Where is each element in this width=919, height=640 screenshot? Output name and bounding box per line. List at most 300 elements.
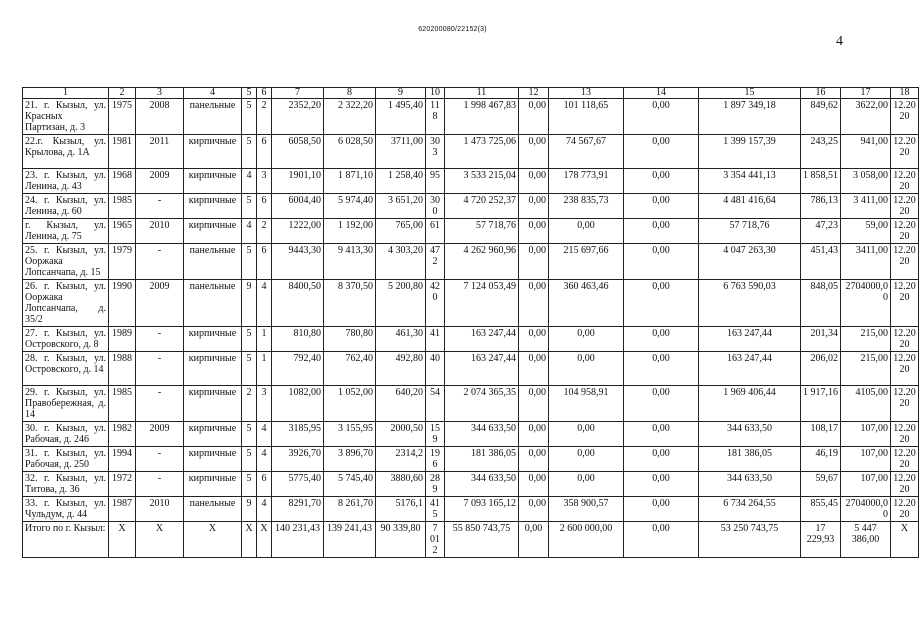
table-cell: 0,00 bbox=[624, 280, 699, 327]
table-cell: 12.2020 bbox=[891, 194, 919, 219]
table-cell: 1985 bbox=[109, 386, 136, 422]
table-cell: 4 bbox=[242, 169, 257, 194]
table-cell: 2000,50 bbox=[376, 422, 426, 447]
table-cell: 1965 bbox=[109, 219, 136, 244]
table-cell: 5 200,80 bbox=[376, 280, 426, 327]
table-cell: 848,05 bbox=[801, 280, 841, 327]
table-cell: 1901,10 bbox=[272, 169, 324, 194]
table-cell: 792,40 bbox=[272, 352, 324, 386]
table-cell: 6 028,50 bbox=[324, 135, 376, 169]
table-cell: 2704000,00 bbox=[841, 497, 891, 522]
table-cell: 163 247,44 bbox=[699, 327, 801, 352]
table-cell: 4 262 960,96 bbox=[445, 244, 519, 280]
table-cell: - bbox=[136, 352, 184, 386]
table-cell: 21. г. Кызыл, ул. Красных Партизан, д. 3 bbox=[23, 99, 109, 135]
table-cell: 780,80 bbox=[324, 327, 376, 352]
table-cell: 41 bbox=[426, 327, 445, 352]
table-row bbox=[23, 327, 919, 352]
table-cell: 1989 bbox=[109, 327, 136, 352]
table-cell: 12.2020 bbox=[891, 219, 919, 244]
table-cell: 47,23 bbox=[801, 219, 841, 244]
table-cell: 0,00 bbox=[519, 386, 549, 422]
table-cell: 163 247,44 bbox=[445, 327, 519, 352]
table-cell: панельные bbox=[184, 99, 242, 135]
table-cell: 5 bbox=[242, 447, 257, 472]
table-cell: 1987 bbox=[109, 497, 136, 522]
table-cell: 0,00 bbox=[624, 244, 699, 280]
table-cell: 0,00 bbox=[519, 422, 549, 447]
table-cell: 472 bbox=[426, 244, 445, 280]
table-cell: 6058,50 bbox=[272, 135, 324, 169]
table-cell: 3 533 215,04 bbox=[445, 169, 519, 194]
table-cell: 6 734 264,55 bbox=[699, 497, 801, 522]
table-cell: 7 093 165,12 bbox=[445, 497, 519, 522]
table-cell: 178 773,91 bbox=[549, 169, 624, 194]
table-cell: 5 bbox=[242, 472, 257, 497]
table-cell: 0,00 bbox=[549, 472, 624, 497]
table-cell: 140 231,43 bbox=[272, 522, 324, 558]
table-cell: 101 118,65 bbox=[549, 99, 624, 135]
table-cell: 3411,00 bbox=[841, 244, 891, 280]
table-cell: 24. г. Кызыл, ул. Ленина, д. 60 bbox=[23, 194, 109, 219]
table-cell: панельные bbox=[184, 280, 242, 327]
table-cell: 12.2020 bbox=[891, 422, 919, 447]
table-row bbox=[23, 99, 919, 135]
table-row bbox=[23, 194, 919, 219]
table-cell: кирпичные bbox=[184, 352, 242, 386]
table-cell: 95 bbox=[426, 169, 445, 194]
table-cell: 108,17 bbox=[801, 422, 841, 447]
table-cell: 303 bbox=[426, 135, 445, 169]
table-cell: 1 258,40 bbox=[376, 169, 426, 194]
column-number-16: 16 bbox=[801, 88, 841, 99]
table-cell: 2 bbox=[242, 386, 257, 422]
table-cell: 0,00 bbox=[624, 327, 699, 352]
table-cell: 420 bbox=[426, 280, 445, 327]
table-cell: 3 058,00 bbox=[841, 169, 891, 194]
table-cell: кирпичные bbox=[184, 327, 242, 352]
table-cell: 22.г. Кызыл, ул. Крылова, д. 1А bbox=[23, 135, 109, 169]
table-cell: 0,00 bbox=[519, 194, 549, 219]
document-id: 620200080/22152(3) bbox=[418, 26, 487, 33]
table-cell: 1 399 157,39 bbox=[699, 135, 801, 169]
table-cell: 3 155,95 bbox=[324, 422, 376, 447]
table-cell: 181 386,05 bbox=[445, 447, 519, 472]
table-cell: 9 bbox=[242, 280, 257, 327]
table-cell: 1 bbox=[257, 352, 272, 386]
table-cell: 7 124 053,49 bbox=[445, 280, 519, 327]
table-cell: 0,00 bbox=[519, 472, 549, 497]
table-cell: 344 633,50 bbox=[445, 422, 519, 447]
table-cell: Итого по г. Кызыл: bbox=[23, 522, 109, 558]
table-cell: 0,00 bbox=[519, 99, 549, 135]
table-cell: кирпичные bbox=[184, 447, 242, 472]
table-cell: 1 897 349,18 bbox=[699, 99, 801, 135]
table-cell: 12.2020 bbox=[891, 135, 919, 169]
table-cell: X bbox=[257, 522, 272, 558]
table-cell: 12.2020 bbox=[891, 386, 919, 422]
table-cell: 1 858,51 bbox=[801, 169, 841, 194]
table-cell: 26. г. Кызыл, ул. Ооржака Лопсанчапа, д. 35/2 bbox=[23, 280, 109, 327]
table-cell: 59,00 bbox=[841, 219, 891, 244]
table-cell: 4 481 416,64 bbox=[699, 194, 801, 219]
table-cell: 5176,1 bbox=[376, 497, 426, 522]
table-cell: 4 bbox=[257, 497, 272, 522]
table-cell: 8400,50 bbox=[272, 280, 324, 327]
table-row bbox=[23, 135, 919, 169]
column-number-1: 1 bbox=[23, 88, 109, 99]
table-cell: 5 bbox=[242, 422, 257, 447]
table-cell: 5 447 386,00 bbox=[841, 522, 891, 558]
table-cell: 0,00 bbox=[624, 219, 699, 244]
column-number-17: 17 bbox=[841, 88, 891, 99]
table-cell: 6 bbox=[257, 472, 272, 497]
table-cell: 8 370,50 bbox=[324, 280, 376, 327]
table-cell: 1990 bbox=[109, 280, 136, 327]
table-cell: 5 bbox=[242, 194, 257, 219]
table-cell: 0,00 bbox=[624, 99, 699, 135]
table-cell: 5 bbox=[242, 327, 257, 352]
table-cell: 118 bbox=[426, 99, 445, 135]
column-number-2: 2 bbox=[109, 88, 136, 99]
table-cell: 2009 bbox=[136, 422, 184, 447]
table-cell: 4 047 263,30 bbox=[699, 244, 801, 280]
table-cell: 0,00 bbox=[519, 352, 549, 386]
table-cell: 3880,60 bbox=[376, 472, 426, 497]
table-cell: 25. г. Кызыл, ул. Ооржака Лопсанчапа, д. 15 bbox=[23, 244, 109, 280]
table-cell: 2008 bbox=[136, 99, 184, 135]
table-cell: 33. г. Кызыл, ул. Чульдум, д. 44 bbox=[23, 497, 109, 522]
housing-register-table bbox=[22, 87, 919, 558]
table-cell: 23. г. Кызыл, ул. Ленина, д. 43 bbox=[23, 169, 109, 194]
table-row bbox=[23, 219, 919, 244]
column-number-15: 15 bbox=[699, 88, 801, 99]
table-cell: 12.2020 bbox=[891, 472, 919, 497]
table-cell: 0,00 bbox=[624, 386, 699, 422]
table-cell: 17 229,93 bbox=[801, 522, 841, 558]
table-cell: 0,00 bbox=[519, 219, 549, 244]
table-cell: 12.2020 bbox=[891, 327, 919, 352]
table-cell: 5 974,40 bbox=[324, 194, 376, 219]
table-cell: 2 074 365,35 bbox=[445, 386, 519, 422]
table-cell: 0,00 bbox=[549, 219, 624, 244]
table-cell: 855,45 bbox=[801, 497, 841, 522]
table-cell: 1981 bbox=[109, 135, 136, 169]
table-cell: 3 896,70 bbox=[324, 447, 376, 472]
table-cell: 215 697,66 bbox=[549, 244, 624, 280]
table-cell: 3 411,00 bbox=[841, 194, 891, 219]
table-cell: 238 835,73 bbox=[549, 194, 624, 219]
table-cell: 0,00 bbox=[519, 244, 549, 280]
table-cell: 30. г. Кызыл, ул. Рабочая, д. 246 bbox=[23, 422, 109, 447]
table-cell: 0,00 bbox=[519, 280, 549, 327]
table-cell: 1975 bbox=[109, 99, 136, 135]
table-cell: 40 bbox=[426, 352, 445, 386]
table-cell: 28. г. Кызыл, ул. Островского, д. 14 bbox=[23, 352, 109, 386]
table-cell: 0,00 bbox=[624, 472, 699, 497]
table-cell: 104 958,91 bbox=[549, 386, 624, 422]
table-cell: 27. г. Кызыл, ул. Островского, д. 8 bbox=[23, 327, 109, 352]
table-cell: 0,00 bbox=[624, 352, 699, 386]
table-cell: кирпичные bbox=[184, 219, 242, 244]
table-row bbox=[23, 447, 919, 472]
table-cell: панельные bbox=[184, 244, 242, 280]
table-cell: 5 bbox=[242, 99, 257, 135]
table-cell: 1 473 725,06 bbox=[445, 135, 519, 169]
table-cell: 1 969 406,44 bbox=[699, 386, 801, 422]
table-cell: X bbox=[184, 522, 242, 558]
column-number-12: 12 bbox=[519, 88, 549, 99]
table-cell: 0,00 bbox=[519, 447, 549, 472]
total-row bbox=[23, 522, 919, 558]
table-cell: 57 718,76 bbox=[445, 219, 519, 244]
table-row bbox=[23, 352, 919, 386]
table-cell: 54 bbox=[426, 386, 445, 422]
table-cell: 1082,00 bbox=[272, 386, 324, 422]
table-cell: 1994 bbox=[109, 447, 136, 472]
table-cell: 2 bbox=[257, 219, 272, 244]
table-cell: - bbox=[136, 327, 184, 352]
column-number-5: 5 bbox=[242, 88, 257, 99]
table-cell: 0,00 bbox=[549, 327, 624, 352]
table-cell: X bbox=[109, 522, 136, 558]
table-cell: 0,00 bbox=[519, 327, 549, 352]
table-cell: 12.2020 bbox=[891, 447, 919, 472]
table-cell: 163 247,44 bbox=[699, 352, 801, 386]
table-cell: 2011 bbox=[136, 135, 184, 169]
table-cell: 300 bbox=[426, 194, 445, 219]
table-cell: 4 bbox=[242, 219, 257, 244]
column-number-10: 10 bbox=[426, 88, 445, 99]
table-cell: 765,00 bbox=[376, 219, 426, 244]
table-cell: 9 413,30 bbox=[324, 244, 376, 280]
table-cell: 61 bbox=[426, 219, 445, 244]
table-cell: 1 998 467,83 bbox=[445, 99, 519, 135]
table-row bbox=[23, 422, 919, 447]
table-cell: 415 bbox=[426, 497, 445, 522]
table-cell: - bbox=[136, 244, 184, 280]
table-cell: 4 bbox=[257, 447, 272, 472]
column-number-4: 4 bbox=[184, 88, 242, 99]
table-row bbox=[23, 472, 919, 497]
table-cell: 196 bbox=[426, 447, 445, 472]
table-cell: 0,00 bbox=[624, 447, 699, 472]
table-cell: 451,43 bbox=[801, 244, 841, 280]
table-row bbox=[23, 280, 919, 327]
table-cell: 0,00 bbox=[519, 169, 549, 194]
table-cell: 9 bbox=[242, 497, 257, 522]
table-cell: 1982 bbox=[109, 422, 136, 447]
table-cell: 12.2020 bbox=[891, 244, 919, 280]
table-cell: X bbox=[136, 522, 184, 558]
table-cell: панельные bbox=[184, 497, 242, 522]
table-cell: 5775,40 bbox=[272, 472, 324, 497]
table-cell: г. Кызыл, ул. Ленина, д. 75 bbox=[23, 219, 109, 244]
table-cell: кирпичные bbox=[184, 422, 242, 447]
table-cell: 0,00 bbox=[549, 447, 624, 472]
column-number-14: 14 bbox=[624, 88, 699, 99]
column-number-8: 8 bbox=[324, 88, 376, 99]
table-cell: 4 bbox=[257, 422, 272, 447]
table-cell: 492,80 bbox=[376, 352, 426, 386]
table-cell: 12.2020 bbox=[891, 169, 919, 194]
column-number-11: 11 bbox=[445, 88, 519, 99]
table-cell: 55 850 743,75 bbox=[445, 522, 519, 558]
table-cell: 0,00 bbox=[624, 497, 699, 522]
table-cell: 1 bbox=[257, 327, 272, 352]
table-cell: 12.2020 bbox=[891, 280, 919, 327]
table-cell: 344 633,50 bbox=[445, 472, 519, 497]
table-cell: 1985 bbox=[109, 194, 136, 219]
table-cell: 2010 bbox=[136, 497, 184, 522]
table-cell: 4 bbox=[257, 280, 272, 327]
table-cell: 201,34 bbox=[801, 327, 841, 352]
table-cell: 3926,70 bbox=[272, 447, 324, 472]
table-cell: 0,00 bbox=[624, 194, 699, 219]
table-cell: 6 bbox=[257, 194, 272, 219]
table-cell: 8291,70 bbox=[272, 497, 324, 522]
table-row bbox=[23, 169, 919, 194]
table-cell: 941,00 bbox=[841, 135, 891, 169]
table-cell: 5 745,40 bbox=[324, 472, 376, 497]
table-cell: 139 241,43 bbox=[324, 522, 376, 558]
table-cell: 12.2020 bbox=[891, 497, 919, 522]
table-cell: кирпичные bbox=[184, 135, 242, 169]
table-cell: 2 322,20 bbox=[324, 99, 376, 135]
table-row bbox=[23, 497, 919, 522]
table-cell: 0,00 bbox=[624, 522, 699, 558]
table-cell: 6004,40 bbox=[272, 194, 324, 219]
table-cell: 0,00 bbox=[549, 422, 624, 447]
table-cell: 849,62 bbox=[801, 99, 841, 135]
table-cell: 0,00 bbox=[624, 135, 699, 169]
table-cell: 107,00 bbox=[841, 447, 891, 472]
table-cell: 29. г. Кызыл, ул. Правобережная, д. 14 bbox=[23, 386, 109, 422]
table-cell: 90 339,80 bbox=[376, 522, 426, 558]
page-number: 4 bbox=[836, 34, 843, 49]
table-cell: 5 bbox=[242, 135, 257, 169]
table-cell: 3 bbox=[257, 169, 272, 194]
table-cell: 786,13 bbox=[801, 194, 841, 219]
table-cell: 215,00 bbox=[841, 327, 891, 352]
table-cell: 344 633,50 bbox=[699, 472, 801, 497]
table-cell: 344 633,50 bbox=[699, 422, 801, 447]
table-cell: 2 bbox=[257, 99, 272, 135]
table-row bbox=[23, 244, 919, 280]
table-cell: X bbox=[242, 522, 257, 558]
table-cell: - bbox=[136, 447, 184, 472]
table-cell: 107,00 bbox=[841, 422, 891, 447]
table-cell: 1 871,10 bbox=[324, 169, 376, 194]
table-cell: 2704000,00 bbox=[841, 280, 891, 327]
column-number-13: 13 bbox=[549, 88, 624, 99]
table-cell: 74 567,67 bbox=[549, 135, 624, 169]
table-cell: 2010 bbox=[136, 219, 184, 244]
table-cell: 243,25 bbox=[801, 135, 841, 169]
table-cell: 1979 bbox=[109, 244, 136, 280]
column-number-9: 9 bbox=[376, 88, 426, 99]
table-cell: 0,00 bbox=[549, 352, 624, 386]
column-number-6: 6 bbox=[257, 88, 272, 99]
table-cell: 360 463,46 bbox=[549, 280, 624, 327]
column-number-7: 7 bbox=[272, 88, 324, 99]
table-cell: 4105,00 bbox=[841, 386, 891, 422]
table-cell: 3185,95 bbox=[272, 422, 324, 447]
table-cell: 1 192,00 bbox=[324, 219, 376, 244]
table-cell: 1222,00 bbox=[272, 219, 324, 244]
table-cell: 3 651,20 bbox=[376, 194, 426, 219]
table-cell: 762,40 bbox=[324, 352, 376, 386]
table-cell: 5 bbox=[242, 244, 257, 280]
table-cell: 181 386,05 bbox=[699, 447, 801, 472]
table-cell: 289 bbox=[426, 472, 445, 497]
column-number-row bbox=[23, 88, 919, 99]
table-cell: 7 012 bbox=[426, 522, 445, 558]
table-cell: 2009 bbox=[136, 280, 184, 327]
table-cell: X bbox=[891, 522, 919, 558]
table-cell: 2 600 000,00 bbox=[549, 522, 624, 558]
table-cell: 0,00 bbox=[519, 522, 549, 558]
table-cell: кирпичные bbox=[184, 194, 242, 219]
table-cell: 9443,30 bbox=[272, 244, 324, 280]
table-cell: 206,02 bbox=[801, 352, 841, 386]
column-number-3: 3 bbox=[136, 88, 184, 99]
table-cell: 3622,00 bbox=[841, 99, 891, 135]
table-cell: 31. г. Кызыл, ул. Рабочая, д. 250 bbox=[23, 447, 109, 472]
table-cell: 46,19 bbox=[801, 447, 841, 472]
table-cell: 1 495,40 bbox=[376, 99, 426, 135]
table-cell: 1968 bbox=[109, 169, 136, 194]
table-cell: - bbox=[136, 386, 184, 422]
table-cell: 2314,2 bbox=[376, 447, 426, 472]
table-cell: 810,80 bbox=[272, 327, 324, 352]
table-cell: 59,67 bbox=[801, 472, 841, 497]
table-cell: 107,00 bbox=[841, 472, 891, 497]
table-cell: 461,30 bbox=[376, 327, 426, 352]
table-cell: 0,00 bbox=[519, 497, 549, 522]
table-cell: 0,00 bbox=[519, 135, 549, 169]
table-cell: 4 303,20 bbox=[376, 244, 426, 280]
table-cell: 1972 bbox=[109, 472, 136, 497]
table-cell: 0,00 bbox=[624, 422, 699, 447]
table-cell: 3 354 441,13 bbox=[699, 169, 801, 194]
table-cell: 215,00 bbox=[841, 352, 891, 386]
table-cell: 12.2020 bbox=[891, 99, 919, 135]
table-cell: 12.2020 bbox=[891, 352, 919, 386]
table-cell: 358 900,57 bbox=[549, 497, 624, 522]
table-cell: кирпичные bbox=[184, 386, 242, 422]
table-cell: кирпичные bbox=[184, 169, 242, 194]
table-cell: 2009 bbox=[136, 169, 184, 194]
table-cell: 1988 bbox=[109, 352, 136, 386]
table-cell: 640,20 bbox=[376, 386, 426, 422]
table-row bbox=[23, 386, 919, 422]
table-cell: 6 bbox=[257, 135, 272, 169]
table-cell: 32. г. Кызыл, ул. Титова, д. 36 bbox=[23, 472, 109, 497]
table-cell: - bbox=[136, 472, 184, 497]
column-number-18: 18 bbox=[891, 88, 919, 99]
table-cell: 6 763 590,03 bbox=[699, 280, 801, 327]
table-cell: 2352,20 bbox=[272, 99, 324, 135]
table-cell: 1 917,16 bbox=[801, 386, 841, 422]
table-cell: 163 247,44 bbox=[445, 352, 519, 386]
table-cell: 53 250 743,75 bbox=[699, 522, 801, 558]
table-cell: 3 bbox=[257, 386, 272, 422]
table-cell: - bbox=[136, 194, 184, 219]
table-cell: 4 720 252,37 bbox=[445, 194, 519, 219]
table-cell: 1 052,00 bbox=[324, 386, 376, 422]
table-cell: 6 bbox=[257, 244, 272, 280]
